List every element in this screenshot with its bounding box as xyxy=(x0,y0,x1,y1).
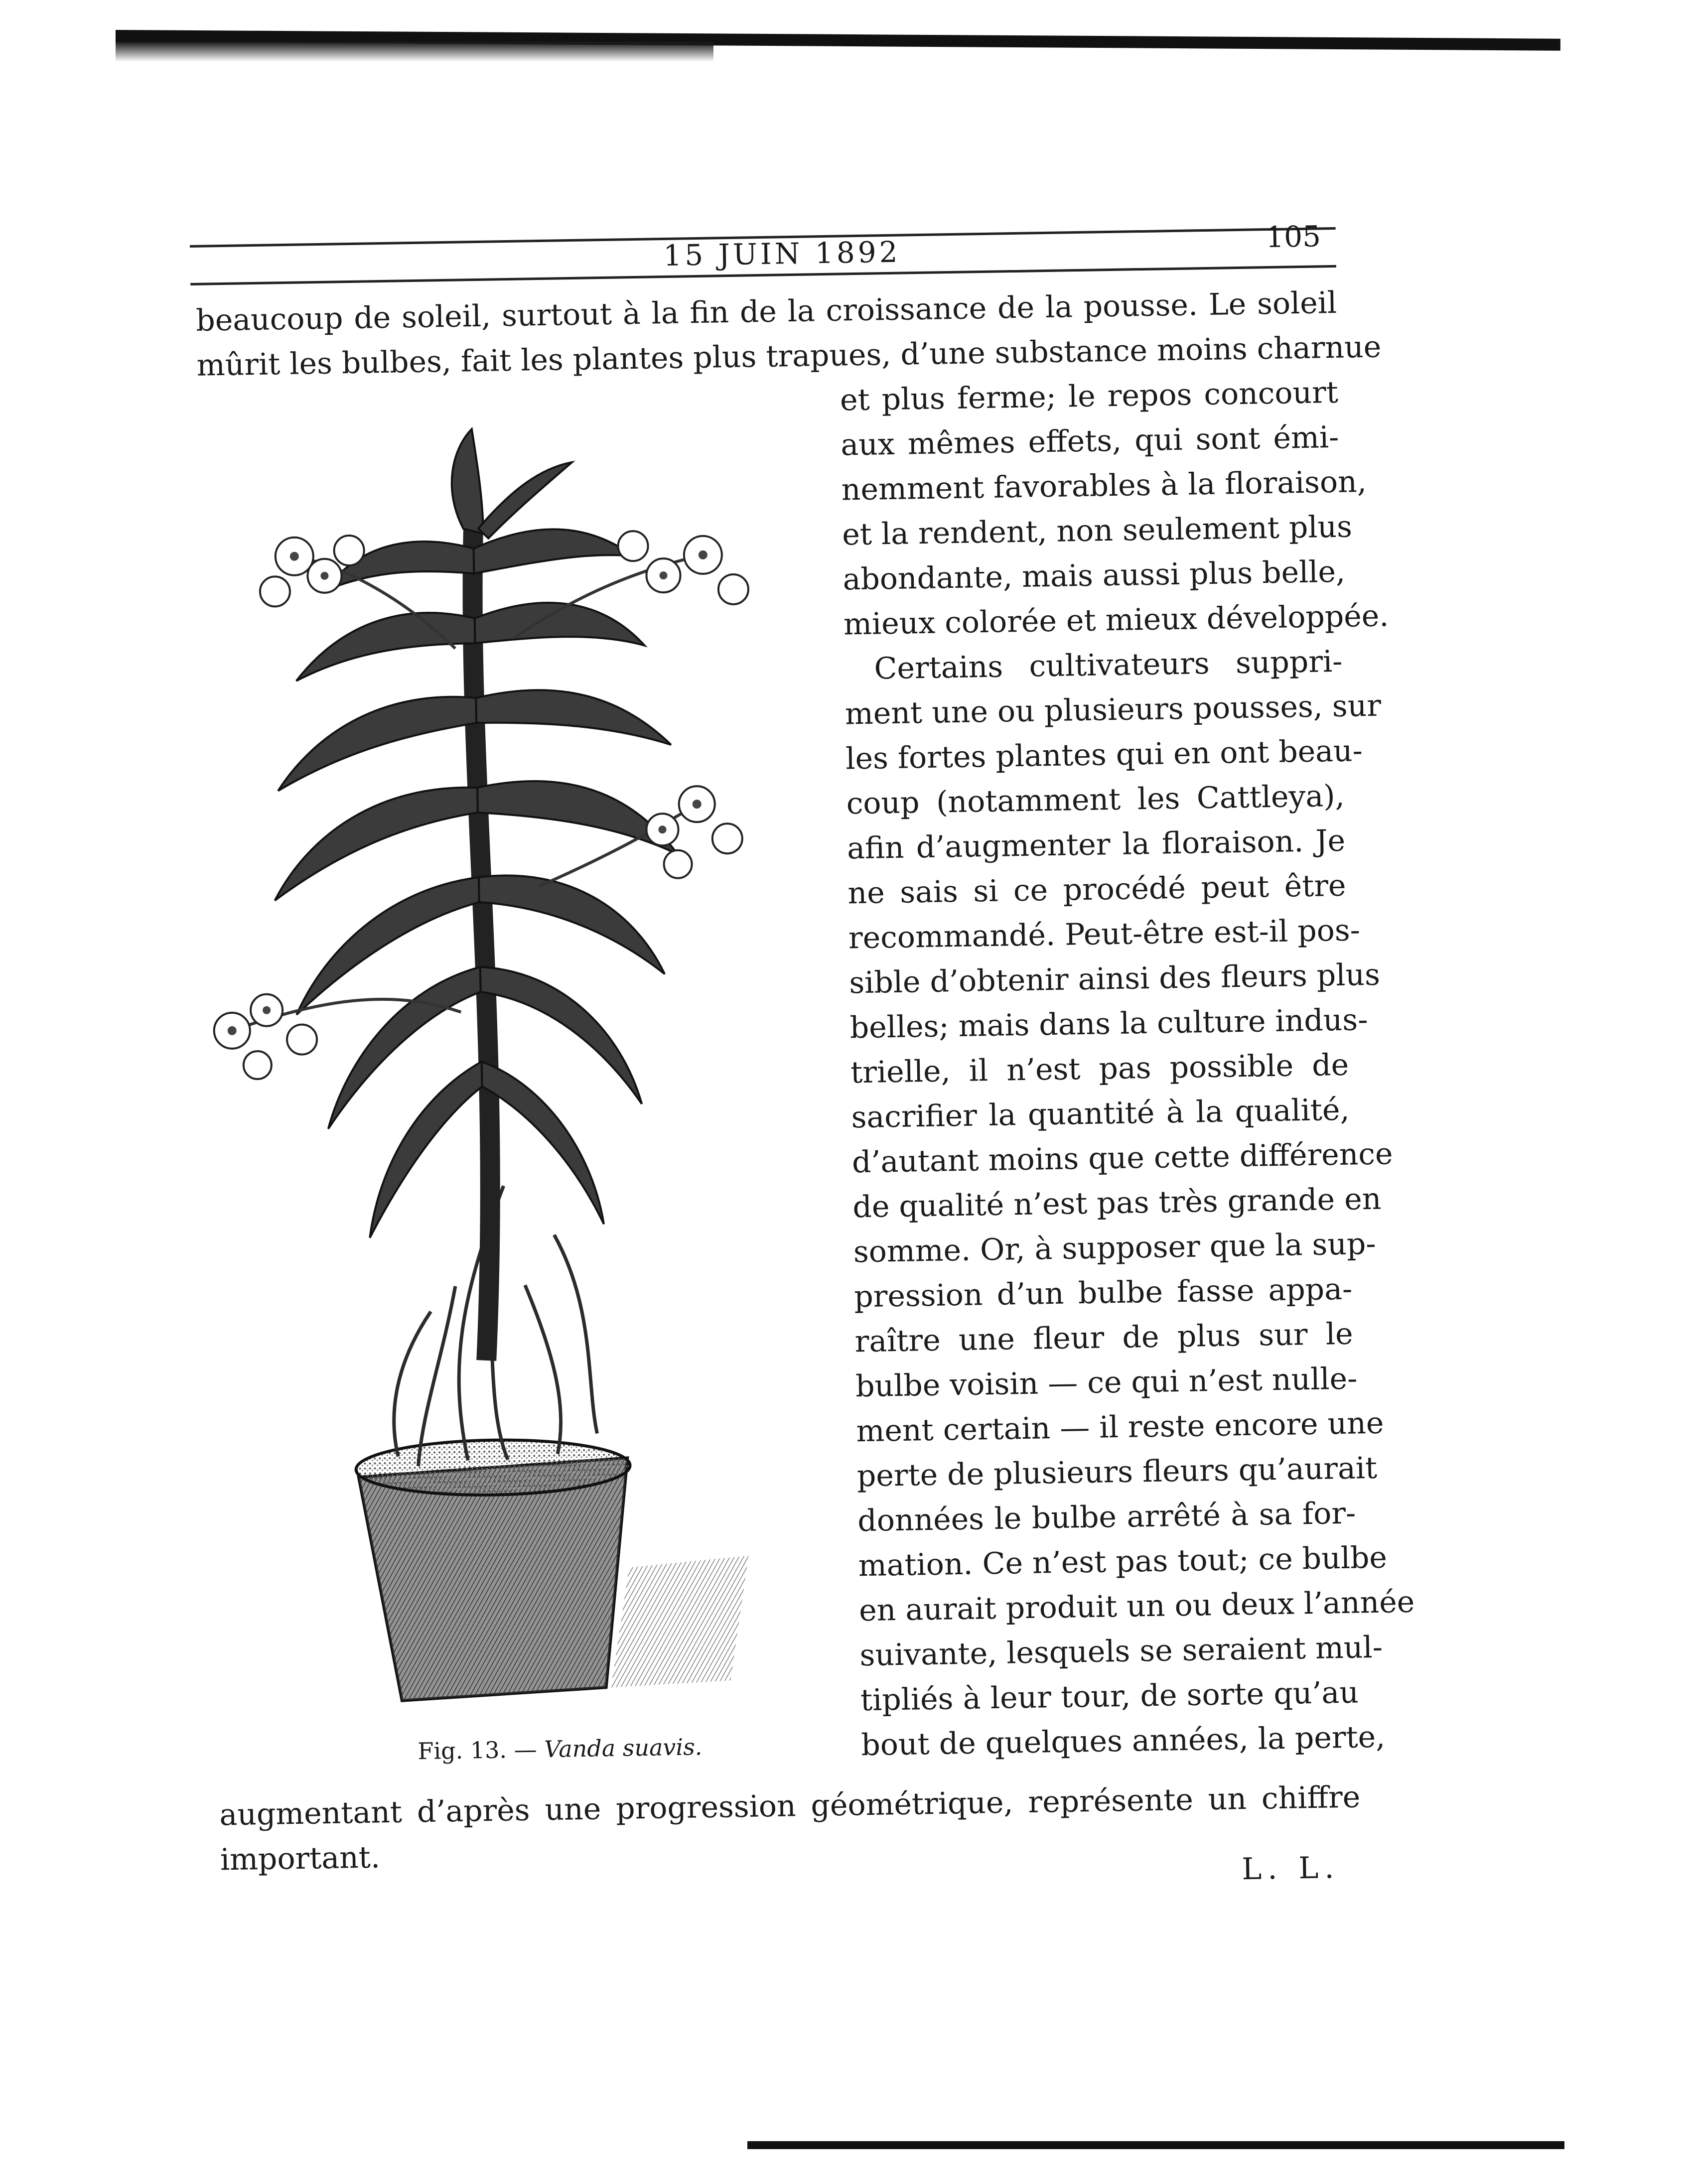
text-line: afin d’augmenter la floraison. Je xyxy=(846,823,1346,866)
text-line: tipliés à leur tour, de sorte qu’au xyxy=(860,1675,1359,1718)
text-line: trielle, il n’est pas possible de xyxy=(850,1047,1349,1091)
text-line: d’autant moins que cette différence xyxy=(851,1136,1394,1180)
text-line: mûrit les bulbes, fait les plantes plus trapues, d’une substance moins charnue xyxy=(196,329,1382,383)
text-line: ment une ou plusieurs pousses, sur xyxy=(845,688,1382,732)
orchid-stem xyxy=(471,529,494,1361)
scan-shadow xyxy=(116,42,713,62)
text-line: Certains cultivateurs suppri- xyxy=(873,644,1343,686)
text-line: abondante, mais aussi plus belle, xyxy=(843,554,1346,597)
author-signature: L. L. xyxy=(1241,1850,1340,1887)
text-line: beaucoup de soleil, surtout à la fin de la croissance de la pousse. Le soleil xyxy=(195,285,1337,338)
text-line: bulbe voisin — ce qui n’est nulle- xyxy=(855,1361,1358,1404)
text-line: coup (notamment les Cattleya), xyxy=(846,778,1345,821)
text-line: les fortes plantes qui en ont beau- xyxy=(845,733,1363,777)
flower-pot xyxy=(356,1436,751,1701)
text-line: de qualité n’est pas très grande en xyxy=(852,1181,1382,1225)
text-line: ment certain — il reste encore une xyxy=(855,1405,1384,1449)
text-line: mieux colorée et mieux développée. xyxy=(843,598,1389,642)
text-line: en aurait produit un ou deux l’année xyxy=(858,1584,1415,1629)
text-line: raître une fleur de plus sur le xyxy=(854,1316,1354,1360)
caption-species: Vanda suavis. xyxy=(544,1733,703,1763)
text-line: augmentant d’après une progression géométrique, représente un chiffre xyxy=(219,1779,1361,1833)
text-line: bout de quelques années, la perte, xyxy=(860,1719,1386,1763)
text-line: sible d’obtenir ainsi des fleurs plus xyxy=(848,957,1381,1001)
text-column xyxy=(189,196,1350,214)
caption-number: Fig. 13. — xyxy=(418,1736,538,1765)
text-line: ne sais si ce procédé peut être xyxy=(847,868,1347,911)
text-line: nemment favorables à la floraison, xyxy=(841,464,1367,508)
text-line: perte de plusieurs fleurs qu’aurait xyxy=(856,1450,1378,1494)
text-line: et plus ferme; le repos concourt xyxy=(840,375,1339,418)
text-line: sacrifier la quantité à la qualité, xyxy=(851,1092,1350,1135)
header-date: 15 JUIN 1892 xyxy=(663,235,901,273)
figure-caption xyxy=(418,1733,703,1765)
text-line: et la rendent, non seulement plus xyxy=(842,509,1353,552)
text-line: suivante, lesquels se seraient mul- xyxy=(859,1630,1383,1673)
orchid-illustration xyxy=(191,334,841,1713)
document-page xyxy=(189,196,1415,1957)
text-line: données le bulbe arrêté à sa for- xyxy=(857,1496,1356,1539)
text-line: important. xyxy=(220,1840,381,1878)
text-line: somme. Or, à supposer que la sup- xyxy=(853,1226,1377,1270)
text-line: recommandé. Peut-être est-il pos- xyxy=(848,913,1361,956)
text-line: aux mêmes effets, qui sont émi- xyxy=(840,419,1339,463)
page-number: 105 xyxy=(1265,219,1321,255)
text-line: pression d’un bulbe fasse appa- xyxy=(853,1271,1353,1315)
text-line: belles; mais dans la culture indus- xyxy=(849,1002,1368,1046)
figure-vanda-suavis xyxy=(191,334,841,1713)
scan-edge-bottom xyxy=(747,2141,1564,2149)
text-line: mation. Ce n’est pas tout; ce bulbe xyxy=(858,1540,1388,1584)
